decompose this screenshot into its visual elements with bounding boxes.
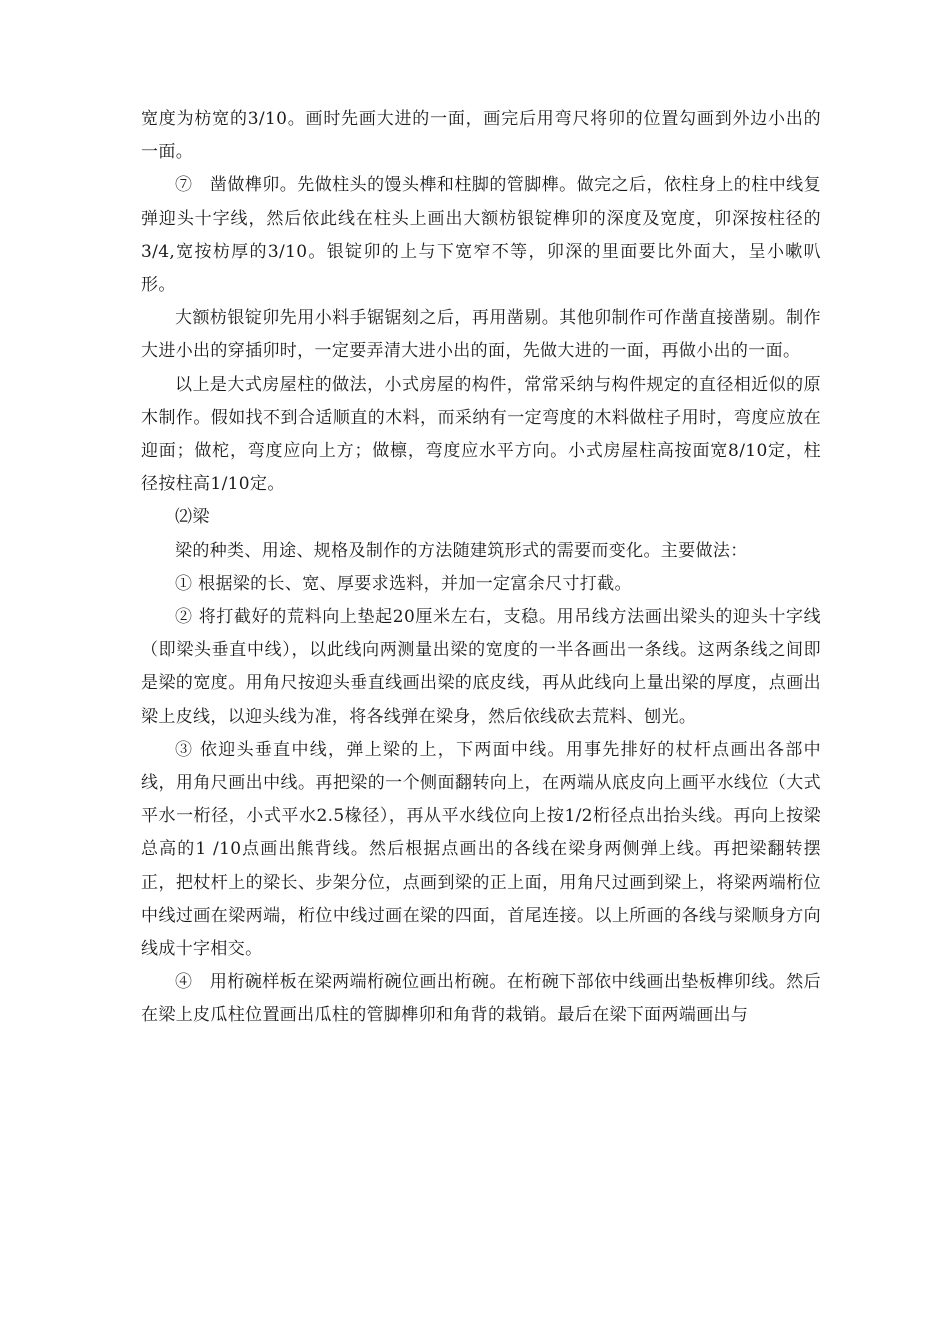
paragraph: 梁的种类、用途、规格及制作的方法随建筑形式的需要而变化。主要做法： — [175, 540, 748, 561]
paragraph: 以上是大式房屋柱的做法，小式房屋的构件，常常采纳与构件规定的直径相近似的原木制作。假如找不到合适顺直的木料，而采纳有一定弯度的木料做柱子用时，弯度应放在迎面；做柁，弯度应向上方；做檩，弯度应水平方向。小式房屋柱高按面宽8/10定，柱径按柱高1/10定。 — [141, 374, 821, 495]
list-item: ① 根据梁的长、宽、厚要求选料，并加一定富余尺寸打截。 — [175, 573, 632, 594]
list-item: ③ 依迎头垂直中线，弹上梁的上，下两面中线。用事先排好的杖杆点画出各部中线，用角尺画出中线。再把梁的一个侧面翻转向上，在两端从底皮向上画平水线位（大式平水一桁径，小式平水2.5椽径），再从平水线位向上按1/2桁径点出抬头线。再向上按梁总高的1 /10点画出熊背线。然后根据点画出的各线在梁身两侧弹上线。再把梁翻转摆正，把杖杆上的梁长、步架分位，点画到梁的正上面，用角尺过画到梁上，将梁两端桁位中线过画在梁两端，桁位中线过画在梁的四面，首尾连接。以上所画的各线与梁顺身方向线成十字相交。 — [141, 739, 821, 960]
paragraph: 大额枋银锭卯先用小料手锯锯刻之后，再用凿剔。其他卯制作可作凿直接凿剔。制作大进小出的穿插卯时，一定要弄清大进小出的面，先做大进的一面，再做小出的一面。 — [141, 308, 821, 362]
list-item: ④ 用桁碗样板在梁两端桁碗位画出桁碗。在桁碗下部依中线画出垫板榫卯线。然后在梁上皮瓜柱位置画出瓜柱的管脚榫卯和角背的栽销。最后在梁下面两端画出与 — [141, 972, 821, 1026]
section-heading: ⑵梁 — [175, 507, 210, 528]
paragraph: ⑦ 凿做榫卯。先做柱头的馒头榫和柱脚的管脚榫。做完之后，依柱身上的柱中线复弹迎头十字线，然后依此线在柱头上画出大额枋银锭榫卯的深度及宽度，卯深按柱径的3/4,宽按枋厚的3/10。银锭卯的上与下宽窄不等，卯深的里面要比外面大，呈小嗽叭形。 — [141, 175, 821, 296]
document-body — [141, 103, 821, 1033]
paragraph: 宽度为枋宽的3/10。画时先画大进的一面，画完后用弯尺将卯的位置勾画到外边小出的一面。 — [141, 109, 821, 163]
list-item: ② 将打截好的荒料向上垫起20厘米左右，支稳。用吊线方法画出梁头的迎头十字线（即梁头垂直中线），以此线向两测量出梁的宽度的一半各画出一条线。这两条线之间即是梁的宽度。用角尺按迎头垂直线画出梁的底皮线，再从此线向上量出梁的厚度，点画出梁上皮线，以迎头线为准，将各线弹在梁身，然后依线砍去荒料、刨光。 — [141, 607, 821, 727]
